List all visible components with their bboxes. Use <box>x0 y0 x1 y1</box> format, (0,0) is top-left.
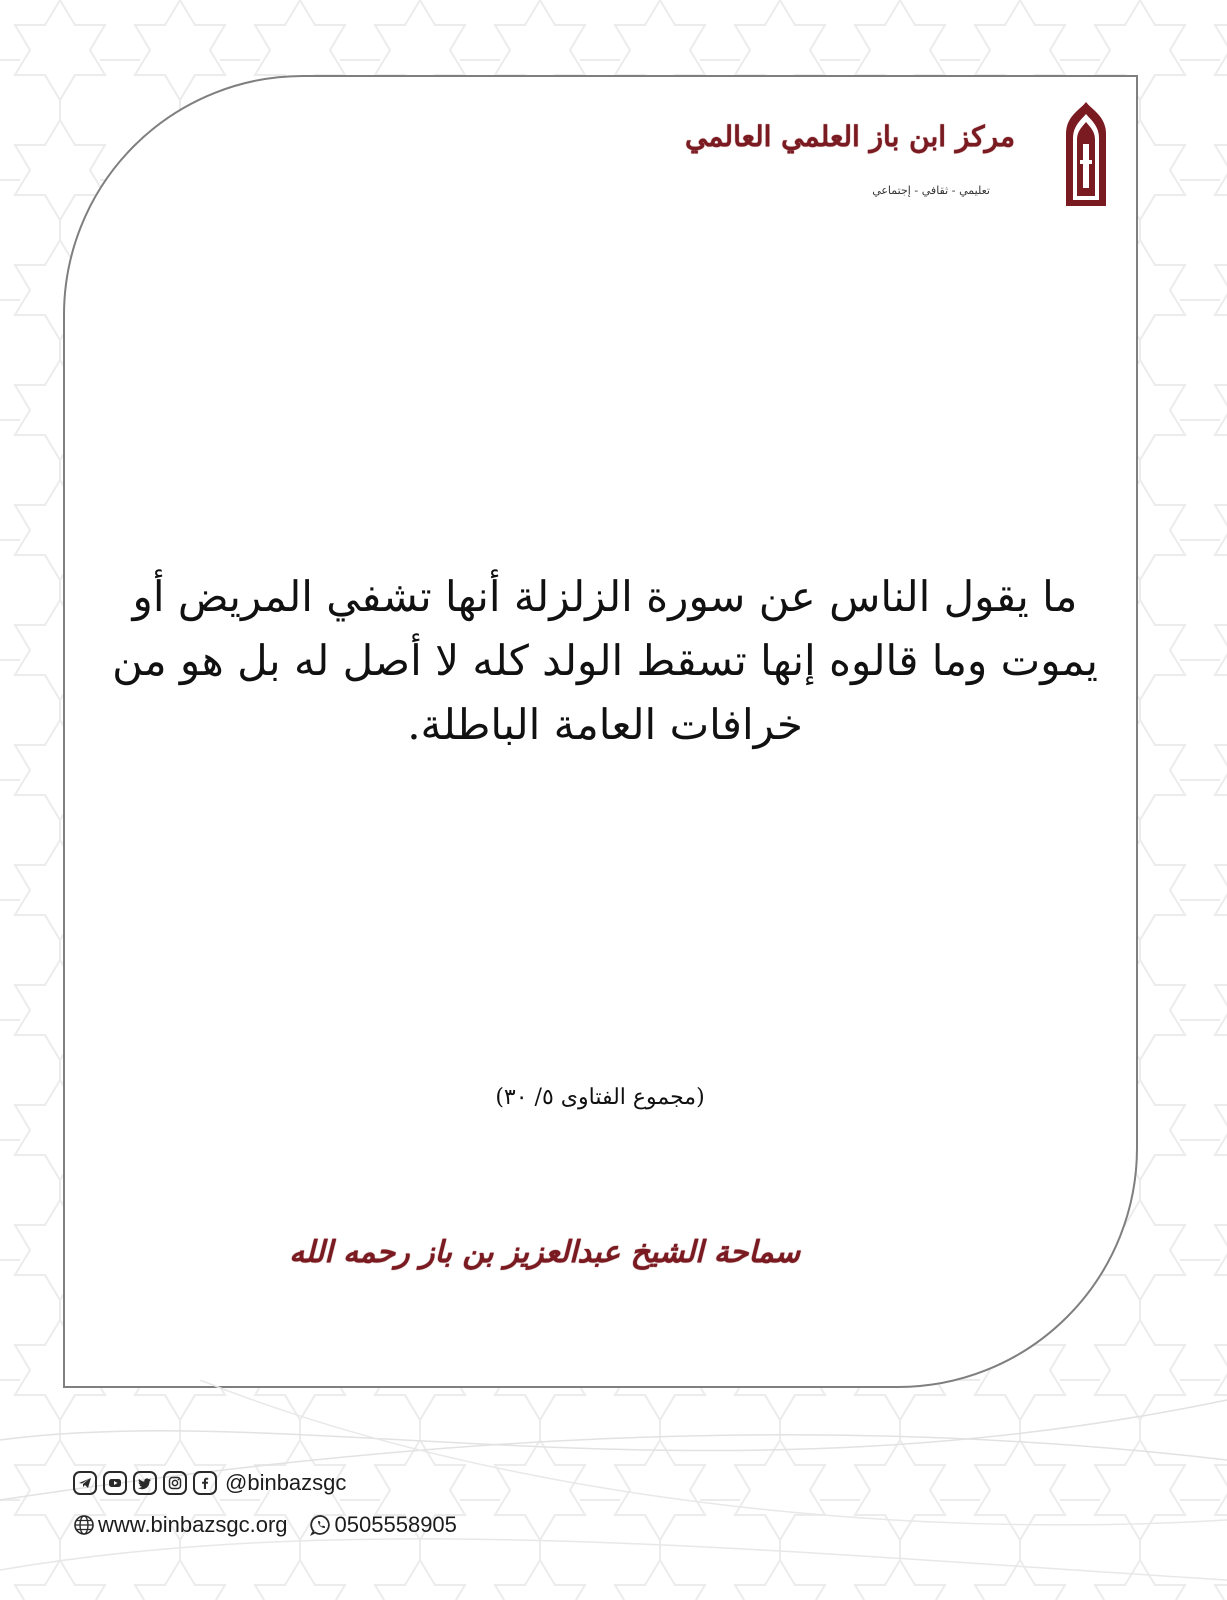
contact-row <box>73 1510 457 1540</box>
social-row <box>73 1469 346 1497</box>
instagram-icon[interactable] <box>163 1471 187 1495</box>
logo <box>685 100 1110 210</box>
citation: (مجموع الفتاوى ٥/ ٣٠) <box>495 1085 705 1110</box>
whatsapp-icon <box>310 1514 332 1536</box>
fatwa-text: ما يقول الناس عن سورة الزلزلة أنها تشفي المريض أو يموت وما قالوه إنها تسقط الولد كله لا أصل له بل هو من خرافات العامة الباطلة. <box>112 572 1098 749</box>
twitter-icon[interactable] <box>133 1471 157 1495</box>
mosque-arch-icon <box>1062 100 1110 208</box>
youtube-icon[interactable] <box>103 1471 127 1495</box>
signature: سماحة الشيخ عبدالعزيز بن باز رحمه الله <box>289 1235 800 1270</box>
phone-number[interactable]: 0505558905 <box>334 1512 457 1537</box>
logo-name: مركز ابن باز العلمي العالمي <box>685 120 1015 153</box>
facebook-icon[interactable] <box>193 1471 217 1495</box>
social-handle[interactable]: @binbazsgc <box>225 1470 347 1495</box>
globe-icon <box>73 1514 95 1536</box>
telegram-icon[interactable] <box>73 1471 97 1495</box>
logo-tagline: تعليمي - ثقافي - إجتماعي <box>872 184 990 197</box>
website-link[interactable]: www.binbazsgc.org <box>98 1512 288 1537</box>
